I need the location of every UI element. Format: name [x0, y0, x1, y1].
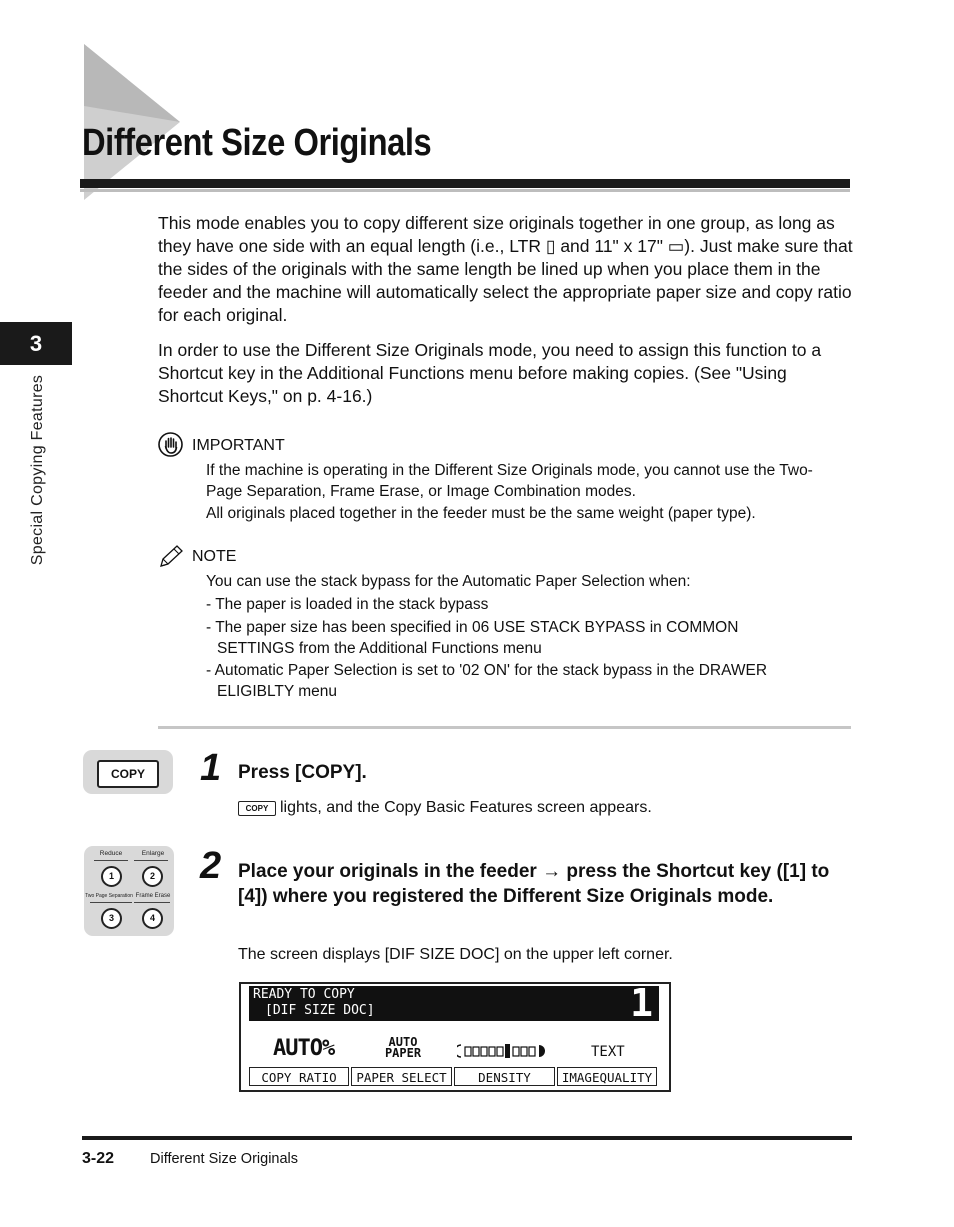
keypad-label-enlarge: Enlarge [141, 850, 165, 857]
section-divider [158, 726, 851, 729]
footer-rule [82, 1136, 852, 1140]
step-1-title: Press [COPY]. [238, 762, 367, 783]
lcd-copy-count: 1 [630, 981, 653, 1025]
shortcut-key-2: 2 [142, 866, 163, 887]
lcd-status-line: READY TO COPY [253, 987, 355, 1002]
lcd-ratio-value: AUTO% [273, 1036, 335, 1061]
keypad-label-two-page: Two Page Separation [85, 893, 133, 899]
lcd-copy-ratio-button: COPY RATIO [249, 1067, 349, 1086]
step-2-title: Place your originals in the feeder → press the Shortcut key ([1] to [4]) where you registered the Different Size Originals mode. [238, 861, 830, 907]
lcd-mode-line: [DIF SIZE DOC] [265, 1003, 375, 1018]
intro-paragraph-2: In order to use the Different Size Originals mode, you need to assign this function to a Shortcut key in the Additional Functions menu before making copies. (See "Using Shortcut Keys," on p. 4-16.) [158, 340, 822, 406]
note-label: NOTE [192, 548, 237, 565]
copy-key-illustration [83, 750, 173, 794]
chapter-tab: 3 [0, 322, 72, 365]
lcd-screen [239, 982, 671, 1092]
lcd-density-scale [457, 1043, 551, 1059]
intro-paragraph-1: This mode enables you to copy different size originals together in one group, as long as they have one side with an equal length (i.e., LTR ▯ and 11" x 17" ▭). Just make sure that the sides of the originals with the same length be lined up when you place them in the feeder and the machine will automatically select the appropriate paper size and copy ratio for each original. [158, 213, 853, 325]
step-2-text: The screen displays [DIF SIZE DOC] on the upper left corner. [238, 946, 673, 963]
copy-key: COPY [97, 760, 159, 788]
note-item-2: - The paper size has been specified in 06 USE STACK BYPASS in COMMON SETTINGS from the Additional Functions menu [206, 619, 739, 657]
chapter-name: Special Copying Features [29, 374, 46, 566]
shortcut-keypad-illustration [84, 846, 174, 936]
step-2-number: 2 [200, 845, 222, 887]
copy-key-icon: COPY [238, 801, 276, 816]
note-item-1: - The paper is loaded in the stack bypass [206, 596, 489, 613]
note-item-3: - Automatic Paper Selection is set to '02 ON' for the stack bypass in the DRAWER ELIGIBLTY menu [206, 662, 768, 700]
lcd-image-quality-button: IMAGEQUALITY [557, 1067, 657, 1086]
important-label: IMPORTANT [192, 437, 285, 454]
step-1-number: 1 [200, 747, 222, 789]
lcd-quality-value: TEXT [591, 1044, 625, 1060]
note-intro: You can use the stack bypass for the Automatic Paper Selection when: [206, 573, 691, 590]
lcd-paper-select-button: PAPER SELECT [351, 1067, 452, 1086]
page-number: 3-22 [82, 1150, 115, 1167]
important-line-2: All originals placed together in the feeder must be the same weight (paper type). [206, 505, 756, 522]
pencil-icon [158, 544, 184, 569]
shortcut-key-4: 4 [142, 908, 163, 929]
keypad-label-frame-erase: Frame Erase [135, 893, 171, 899]
footer-title: Different Size Originals [150, 1151, 299, 1167]
shortcut-key-1: 1 [101, 866, 122, 887]
keypad-label-reduce: Reduce [99, 850, 123, 857]
step-1-text: COPY lights, and the Copy Basic Features screen appears. [238, 799, 652, 817]
lcd-density-button: DENSITY [454, 1067, 555, 1086]
page-title: Different Size Originals [82, 122, 432, 164]
shortcut-key-3: 3 [101, 908, 122, 929]
lcd-status-bar [249, 981, 659, 1025]
lcd-paper-value: AUTO PAPER [384, 1035, 422, 1060]
important-line-1: If the machine is operating in the Different Size Originals mode, you cannot use the Two-Page Separation, Frame Erase, or Image Combination modes. [206, 462, 813, 500]
title-rule-shadow [80, 189, 850, 192]
title-rule [80, 179, 850, 188]
hand-stop-icon [158, 432, 183, 457]
